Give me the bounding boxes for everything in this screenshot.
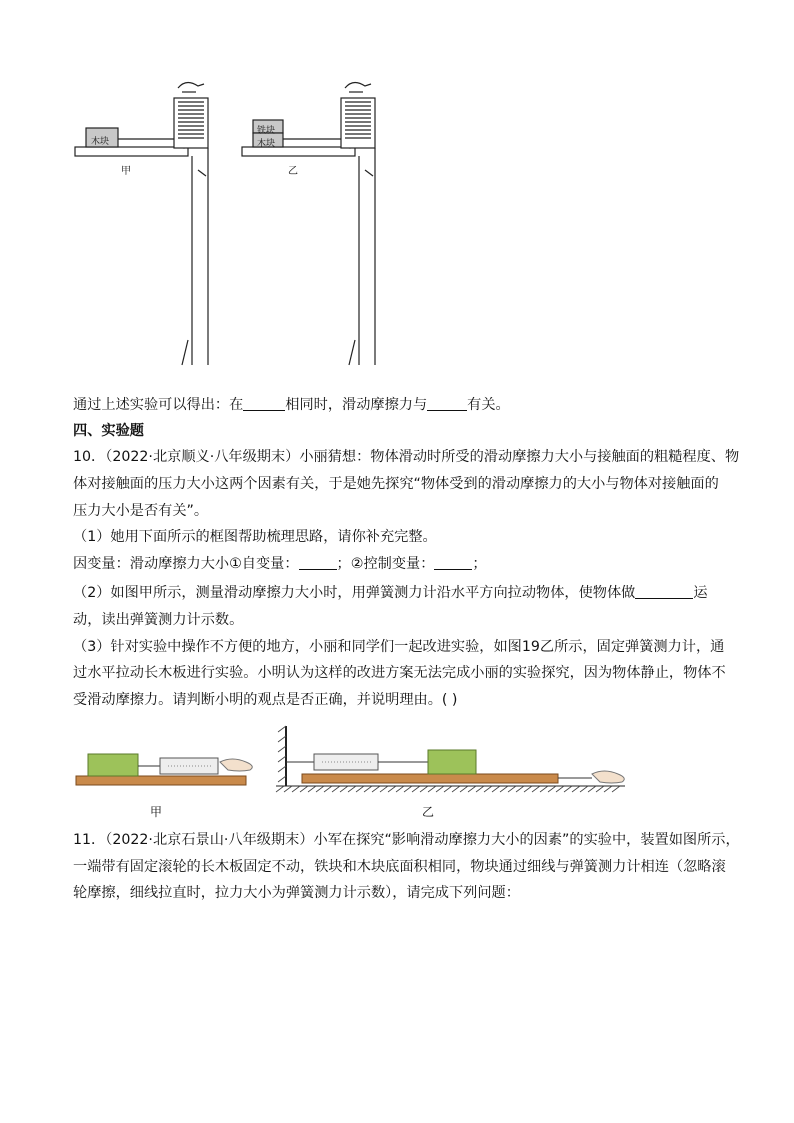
q11-line-3: 轮摩擦，细线拉直时，拉力大小为弹簧测力计示数），请完成下列问题：: [73, 885, 520, 901]
q10-line-9: 过水平拉动长木板进行实验。小明认为这样的改进方案无法完成小丽的实验探究，因为物体静止，物体不: [73, 665, 726, 681]
conclusion-blank-2[interactable]: [427, 396, 467, 411]
block-label-left: 木块: [91, 137, 110, 147]
q10-line-5-a: 因变量：滑动摩擦力大小①自变量：: [73, 556, 299, 572]
conclusion-post: 有关。: [467, 397, 510, 413]
apparatus-left: [75, 82, 208, 365]
q10-line-6-b: 运: [693, 585, 708, 601]
q10-line-7: 动，读出弹簧测力计示数。: [73, 612, 244, 628]
q10-blank-independent-variable[interactable]: [299, 555, 337, 570]
q10-line-1: 10．（2022·北京顺义·八年级期末）小丽猜想：物体滑动时所受的滑动摩擦力大小与接触面的粗糙程度、物: [73, 449, 740, 465]
figure-caption-top-left: 甲: [121, 166, 131, 177]
q11-line-2: 一端带有固定滚轮的长木板固定不动，铁块和木块底面积相同，物块通过细线与弹簧测力计相连（忽略滚: [73, 859, 726, 875]
q11-line-1: 11．（2022·北京石景山·八年级期末）小军在探究“影响滑动摩擦力大小的因素”的实验中，装置如图所示，: [73, 832, 740, 848]
conclusion-blank-1[interactable]: [243, 396, 285, 411]
friction-experiment-figure: [70, 718, 630, 808]
pulley-apparatus-figure: [60, 70, 400, 380]
figure-jia: [76, 754, 252, 785]
q10-line-3: 压力大小是否有关”。: [73, 503, 209, 519]
conclusion-sentence: [73, 395, 733, 415]
q10-line-5-b: ；②控制变量：: [336, 556, 435, 572]
q10-blank-control-variable[interactable]: [434, 555, 472, 570]
q10-line-2: 体对接触面的压力大小这两个因素有关，于是她先探究“物体受到的滑动摩擦力的大小与物体对接触面的: [73, 476, 719, 492]
figure-caption-mid-left: 甲: [150, 805, 163, 819]
figure-yi: [276, 726, 625, 792]
q10-line-4: （1）她用下面所示的框图帮助梳理思路，请你补充完整。: [73, 529, 437, 545]
q10-line-6: [73, 583, 733, 603]
q10-line-5: [73, 554, 733, 574]
q10-blank-motion[interactable]: [635, 584, 693, 599]
q10-line-10: 受滑动摩擦力。请判断小明的观点是否正确，并说明理由。( ): [73, 692, 458, 708]
q10-line-6-a: （2）如图甲所示，测量滑动摩擦力大小时，用弹簧测力计沿水平方向拉动物体，使物体做: [73, 585, 636, 601]
figure-caption-top-right: 乙: [288, 166, 298, 177]
q10-line-5-c: ；: [472, 556, 487, 572]
conclusion-pre: 通过上述实验可以得出：在: [73, 397, 244, 413]
block-label-right-top: 铁块: [257, 126, 276, 136]
q10-line-8: （3）针对实验中操作不方便的地方，小丽和同学们一起改进实验，如图19乙所示，固定弹簧测力计，通: [73, 639, 725, 655]
section-heading: 四、实验题: [73, 423, 144, 439]
block-label-right-bottom: 木块: [257, 139, 276, 149]
figure-caption-mid-right: 乙: [422, 805, 435, 819]
conclusion-mid: 相同时，滑动摩擦力与: [285, 397, 428, 413]
